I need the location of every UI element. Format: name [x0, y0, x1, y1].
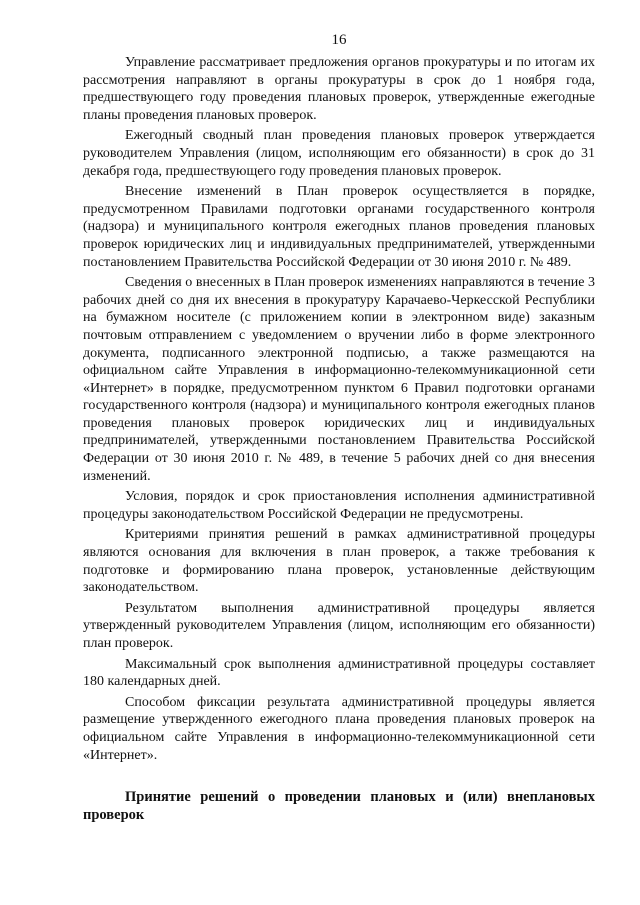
paragraph-suspension-conditions: Условия, порядок и срок приостановления исполнения административной процедуры законодательством Российской Федерации не предусмотрены. [83, 489, 595, 522]
section-heading: Принятие решений о проведении плановых и (или) внеплановых проверок [83, 789, 595, 824]
paragraph-plan-changes: Внесение изменений в План проверок осуществляется в порядке, предусмотренном Правилами подготовки органами государственного контроля (надзора) и муниципального контроля ежегодных планов проведения плановых проверок юридических лиц и индивидуальных предпринимателей, утвержденными постановлением Правительства Российской Федерации от 30 июня 2010 г. № 489. [83, 184, 595, 270]
paragraph-decision-criteria: Критериями принятия решений в рамках административной процедуры являются основания для включения в план проверок, а также требования к подготовке и формированию плана проверок, установленные действующим законодательством. [83, 527, 595, 596]
paragraph-annual-plan-approval: Ежегодный сводный план проведения плановых проверок утверждается руководителем Управления (лицом, исполняющим его обязанности) в срок до 31 декабря года, предшествующего году проведения плановых проверок. [83, 128, 595, 179]
page-number: 16 [331, 32, 347, 48]
paragraph-changes-notification: Сведения о внесенных в План проверок изменениях направляются в течение 3 рабочих дней со дня их внесения в прокуратуру Карачаево-Черкесской Республики на бумажном носителе (с приложением копии в электронном виде) заказным почтовым отправлением с уведомлением о вручении либо в форме электронного документа, подписанного электронной подписью, а также размещаются на официальном сайте Управления в информационно-телекоммуникационной сети «Интернет» в порядке, предусмотренном пунктом 6 Правил подготовки органами государственного контроля (надзора) и муниципального контроля ежегодных планов проведения плановых проверок юридических лиц и индивидуальных предпринимателей, утвержденными постановлением Правительства Российской Федерации от 30 июня 2010 г. № 489, в течение 5 рабочих дней со дня внесения изменений. [83, 275, 595, 484]
paragraph-max-duration: Максимальный срок выполнения административной процедуры составляет 180 календарных дней. [83, 656, 595, 690]
paragraph-procedure-result: Результатом выполнения административной процедуры является утвержденный руководителем Управления (лицом, исполняющим его обязанности) план проверок. [83, 600, 595, 651]
paragraph-result-recording: Способом фиксации результата административной процедуры является размещение утвержденного ежегодного плана проведения плановых проверок на официальном сайте Управления в информационно-телекоммуникационной сети «Интернет». [83, 694, 595, 763]
document-page [83, 30, 595, 824]
paragraph-proposals-review: Управление рассматривает предложения органов прокуратуры и по итогам их рассмотрения направляют в органы прокуратуры в срок до 1 ноября года, предшествующего году проведения плановых проверок, утвержденные ежегодные планы проведения плановых проверок. [83, 55, 595, 123]
